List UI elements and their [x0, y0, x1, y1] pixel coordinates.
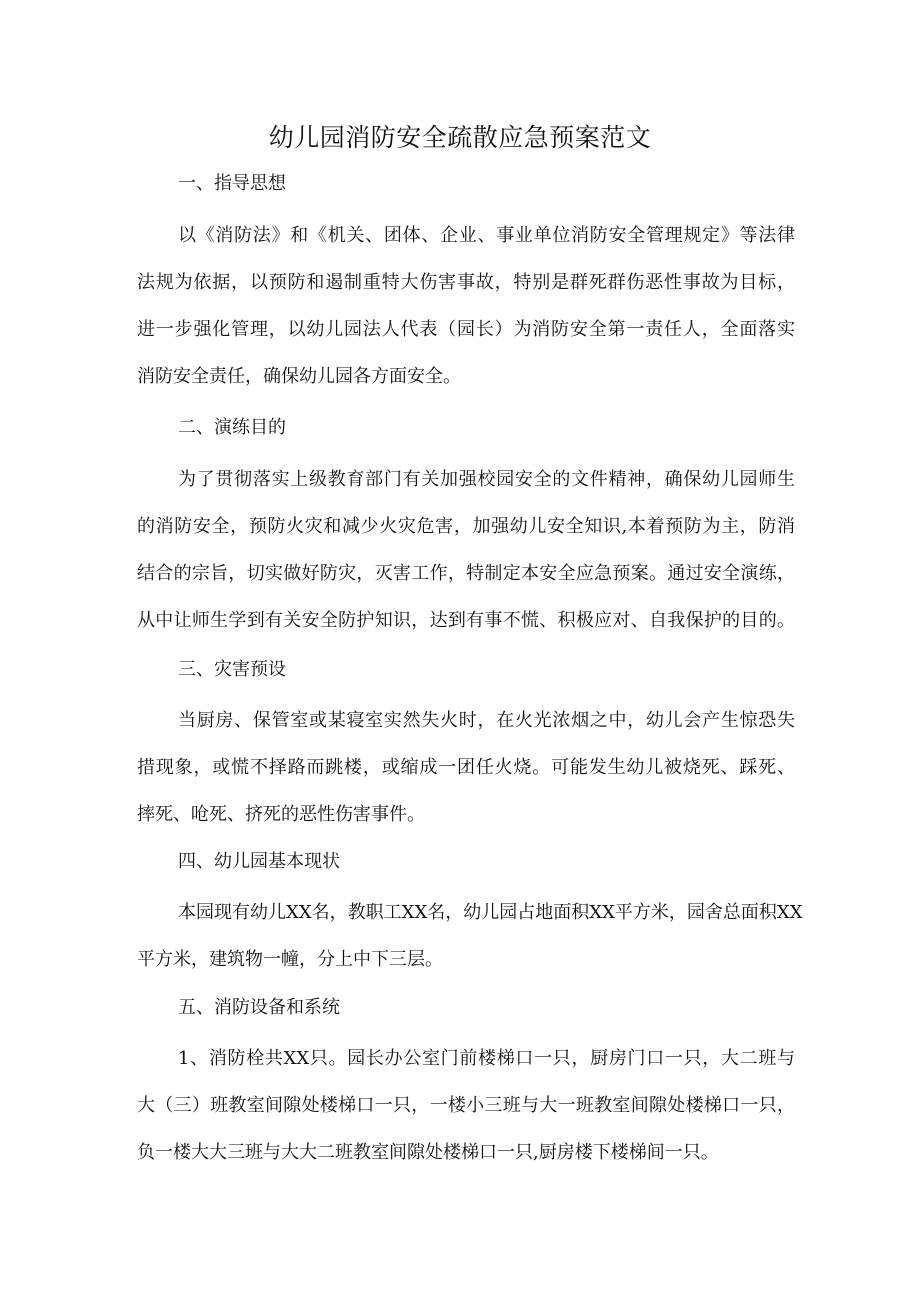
section-body-current-status [137, 889, 803, 983]
section-heading-drill-purpose: 二、演练目的 [178, 417, 286, 438]
section-heading-current-status: 四、幼儿园基本现状 [178, 851, 340, 872]
paragraph-line: 本园现有幼儿XX名，教职工XX名，幼儿园占地面积XX平方米，园舍总面积XX [178, 902, 803, 923]
section-heading-guiding-ideology: 一、指导思想 [178, 173, 286, 194]
paragraph-line: 法规为依据，以预防和遏制重特大伤害事故，特别是群死群伤恶性事故为目标， [137, 272, 795, 293]
section-heading-disaster-scenario: 三、灾害预设 [178, 659, 286, 680]
section-body-disaster-scenario [137, 697, 795, 838]
paragraph-line: 进一步强化管理，以幼儿园法人代表（园长）为消防安全第一责任人，全面落实 [137, 319, 795, 340]
document-title: 幼儿园消防安全疏散应急预案范文 [268, 123, 652, 152]
paragraph-line: 消防安全责任，确保幼儿园各方面安全。 [137, 366, 461, 387]
paragraph-line: 为了贯彻落实上级教育部门有关加强校园安全的文件精神，确保幼儿园师生 [178, 469, 795, 490]
paragraph-line: 大（三）班教室间隙处楼梯口一只，一楼小三班与大一班教室间隙处楼梯口一只， [137, 1095, 795, 1116]
paragraph-line: 当厨房、保管室或某寝室实然失火时，在火光浓烟之中，幼儿会产生惊恐失 [178, 710, 795, 731]
paragraph-line: 以《消防法》和《机关、团体、企业、事业单位消防安全管理规定》等法律 [178, 225, 795, 246]
paragraph-line: 措现象，或慌不择路而跳楼，或缩成一团任火烧。可能发生幼儿被烧死、踩死、 [137, 757, 795, 778]
paragraph-line: 从中让师生学到有关安全防护知识，达到有事不慌、积极应对、自我保护的目的。 [137, 610, 795, 631]
paragraph-line: 的消防安全，预防火灾和减少火灾危害，加强幼儿安全知识,本着预防为主，防消 [137, 516, 795, 537]
section-body-guiding-ideology [137, 212, 795, 400]
paragraph-line: 负一楼大大三班与大大二班教室间隙处楼梯口一只,厨房楼下楼梯间一只。 [137, 1142, 719, 1163]
paragraph-line: 结合的宗旨，切实做好防灾，灭害工作，特制定本安全应急预案。通过安全演练， [137, 563, 795, 584]
paragraph-line: 1、消防栓共XX只。园长办公室门前楼梯口一只，厨房门口一只，大二班与 [178, 1048, 795, 1069]
paragraph-line: 平方米，建筑物一幢，分上中下三层。 [137, 949, 443, 970]
paragraph-line: 摔死、呛死、挤死的恶性伤害事件。 [137, 804, 425, 825]
section-heading-fire-equipment: 五、消防设备和系统 [178, 997, 340, 1018]
section-body-drill-purpose [137, 456, 795, 644]
section-body-fire-equipment [137, 1035, 795, 1176]
